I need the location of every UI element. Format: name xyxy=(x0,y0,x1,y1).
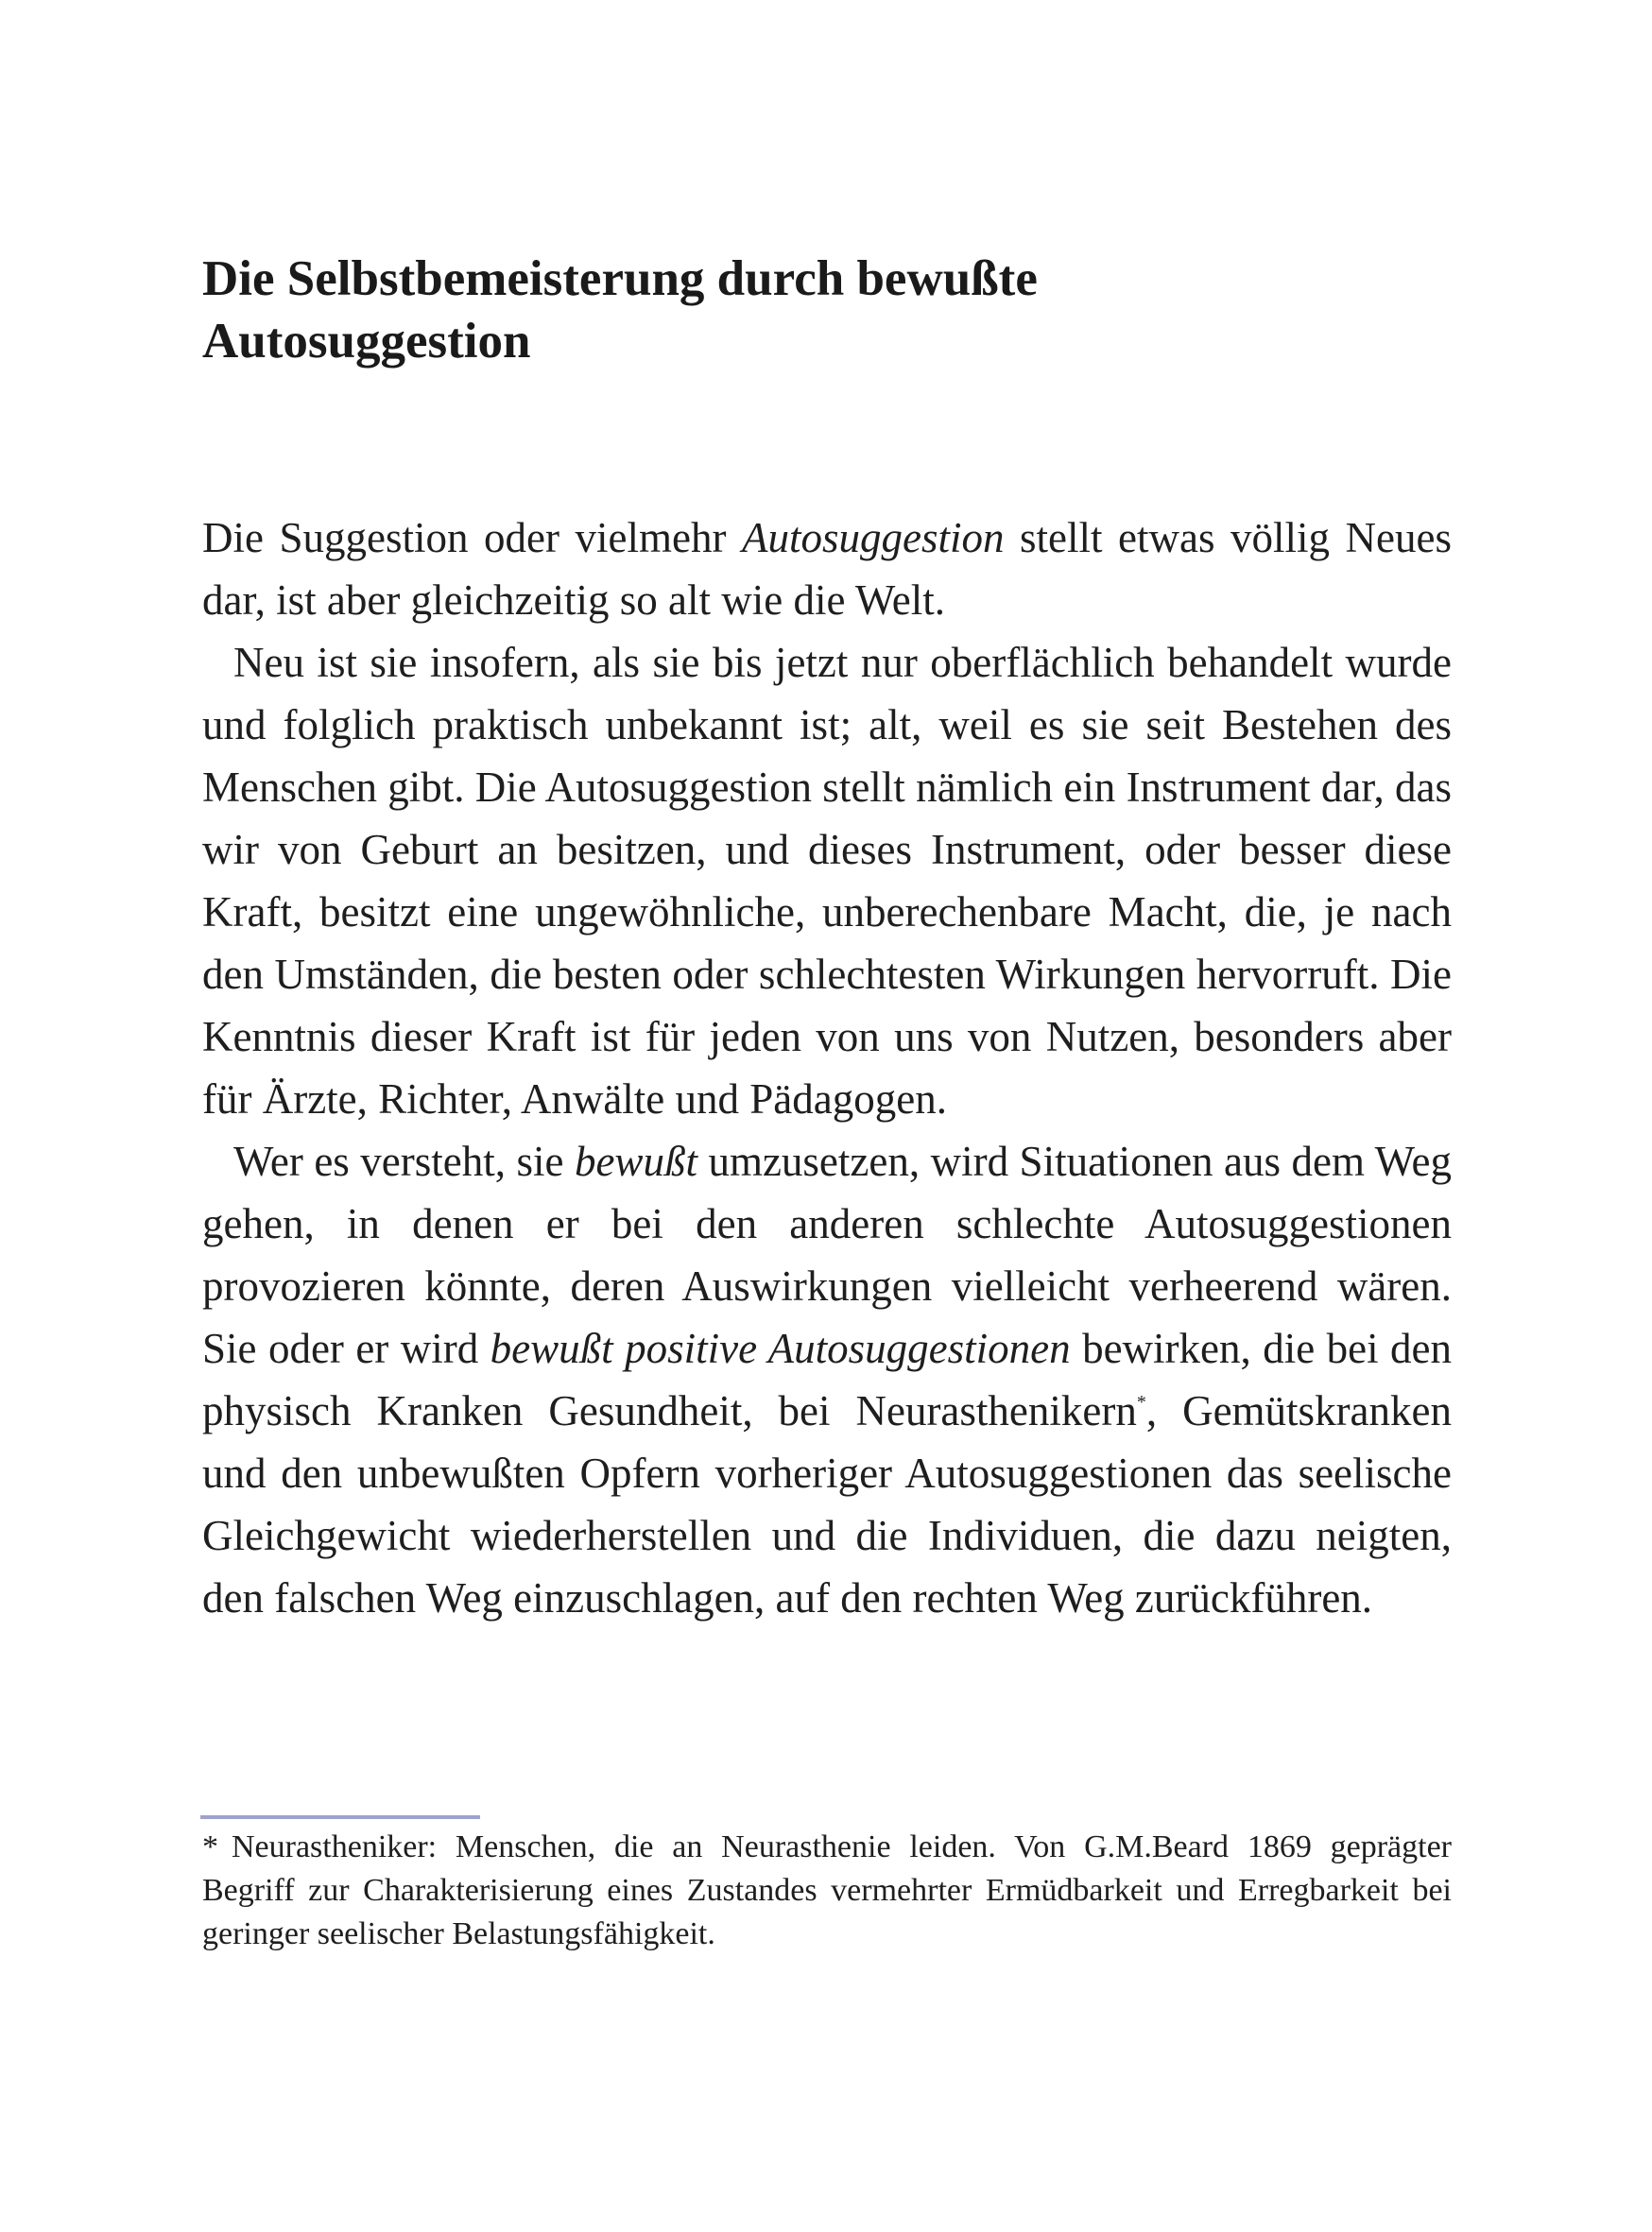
paragraph-3 xyxy=(202,1130,1452,1629)
paragraph-1 xyxy=(202,506,1452,631)
footnote xyxy=(202,1826,1452,1956)
footnote-marker: * xyxy=(202,1829,218,1864)
footnote-reference: * xyxy=(1136,1392,1146,1413)
paragraph-3-text-a: Wer es versteht, sie xyxy=(233,1138,575,1185)
paragraph-2: Neu ist sie insofern, als sie bis jetzt nur oberflächlich behandelt wurde und folglich praktisch unbekannt ist; alt, weil es sie seit Bestehen des Menschen gibt. Die Autosuggestion stellt nämlich ein Instrument dar, das wir von Geburt an besitzen, und dieses Instrument, oder besser diese Kraft, besitzt eine ungewöhnliche, unberechenbare Macht, die, je nach den Umständen, die besten oder schlechtesten Wirkungen hervorruft. Die Kenntnis dieser Kraft ist für jeden von uns von Nutzen, besonders aber für Ärzte, Richter, Anwälte und Pädagogen. xyxy=(202,639,1452,1123)
paragraph-1-text-b: stellt etwas völlig Neues dar, ist aber gleichzeitig so alt wie die Welt. xyxy=(202,514,1452,624)
footnote-text: Neurastheniker: Menschen, die an Neurasthenie leiden. Von G.M.Beard 1869 geprägter Begriff zur Charakterisierung eines Zustandes vermehrter Ermüdbarkeit und Erregbarkeit bei geringer seelischer Belastungsfähigkeit. xyxy=(202,1829,1452,1951)
footnote-divider xyxy=(200,1815,480,1819)
paragraph-1-emphasis: Autosuggestion xyxy=(741,514,1005,561)
paragraph-1-text-a: Die Suggestion oder vielmehr xyxy=(202,514,742,561)
chapter-heading xyxy=(202,248,1450,372)
paragraph-3-emphasis-2: bewußt positive Autosuggestionen xyxy=(490,1325,1071,1372)
paragraph-3-emphasis-1: bewußt xyxy=(574,1138,697,1185)
body-text xyxy=(202,506,1452,1629)
paragraph-3-text-c: bewirken, die bei den physisch Kranken Gesundheit, bei Neurasthenikern xyxy=(202,1325,1452,1434)
paragraph-3-text-b: umzusetzen, wird Situationen aus dem Weg gehen, in denen er bei den anderen schlechte Autosuggestionen provozieren könnte, deren Auswirkungen vielleicht verheerend wären. Sie oder er wird xyxy=(202,1138,1452,1372)
chapter-heading-line-1: Die Selbstbemeisterung durch bewußte xyxy=(202,251,1038,306)
paragraph-3-text-d: , Gemütskranken und den unbewußten Opfern vorheriger Autosuggestionen das seelische Gleichgewicht wiederherstellen und die Individuen, die dazu neigten, den falschen Weg einzuschlagen, auf den rechten Weg zurückführen. xyxy=(202,1387,1452,1622)
chapter-heading-line-2: Autosuggestion xyxy=(202,314,531,369)
